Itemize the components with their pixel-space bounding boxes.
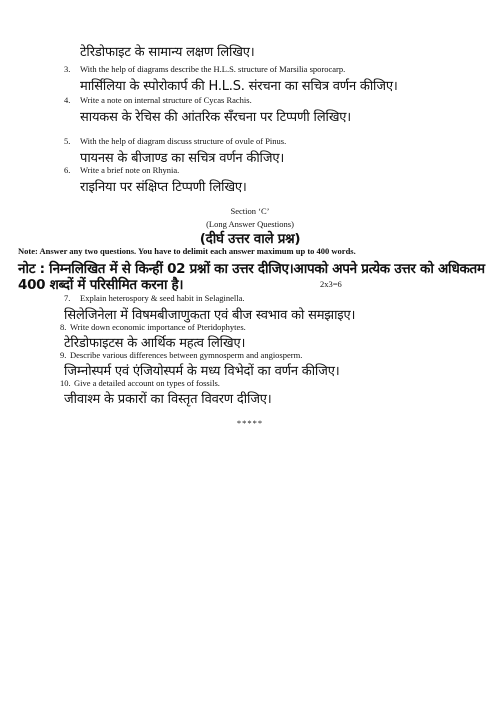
q10-hindi-text: जीवाश्म के प्रकारों का विस्तृत विवरण दीजिए। xyxy=(64,392,272,407)
q6-number: 6. xyxy=(64,165,71,175)
q4-english-text: Write a note on internal structure of Cycas Rachis. xyxy=(80,95,252,105)
section-c-title: Section ‘C’ xyxy=(230,206,270,216)
q10-number: 10. xyxy=(60,378,71,388)
q4-hindi-text: सायकस के रेचिस की आंतरिक सँरचना पर टिप्पणी लिखिए। xyxy=(80,110,351,125)
q9-english-text: Describe various differences between gymnosperm and angiosperm. xyxy=(70,350,303,360)
q6-english-text: Write a brief note on Rhynia. xyxy=(80,165,180,175)
q4-number: 4. xyxy=(64,95,71,105)
section-c-subtitle-hindi: (दीर्घ उत्तर वाले प्रश्न) xyxy=(199,231,301,247)
q9-number: 9. xyxy=(60,350,67,360)
note-hindi-line2: 400 शब्दों में परिसीमित करना है। xyxy=(18,277,184,293)
q8-hindi-text: टेरिडोफाइटस के आर्थिक महत्व लिखिए। xyxy=(64,336,246,351)
q5-hindi-text: पायनस के बीजाण्ड का सचित्र वर्णन कीजिए। xyxy=(80,151,285,166)
q2-hindi-text: टेरिडोफाइट के सामान्य लक्षण लिखिए। xyxy=(80,45,255,60)
q3-english-text: With the help of diagrams describe the H.L.S. structure of Marsilia sporocarp. xyxy=(80,64,346,74)
marks-scheme: 2x3=6 xyxy=(320,279,342,289)
note-english: Note: Answer any two questions. You have to delimit each answer maximum up to 400 words. xyxy=(18,246,356,256)
q5-english-text: With the help of diagram discuss structure of ovule of Pinus. xyxy=(80,136,287,146)
q9-hindi-text: जिम्नोस्पर्म एवं एंजियोस्पर्म के मध्य विभेदों का वर्णन कीजिए। xyxy=(64,364,340,379)
q3-number: 3. xyxy=(64,64,71,74)
q7-english-text: Explain heterospory & seed habit in Selaginella. xyxy=(80,293,245,303)
q7-number: 7. xyxy=(64,293,71,303)
q7-hindi-text: सिलेजिनेला में विषमबीजाणुकता एवं बीज स्वभाव को समझाइए। xyxy=(64,308,356,323)
q3-hindi-text: मार्सिलिया के स्पोरोकार्प की H.L.S. संरचना का सचित्र वर्णन कीजिए। xyxy=(80,79,398,94)
q8-number: 8. xyxy=(60,322,67,332)
q5-number: 5. xyxy=(64,136,71,146)
q6-hindi-text: राइनिया पर संक्षिप्त टिप्पणी लिखिए। xyxy=(80,180,247,195)
end-of-paper-mark: ***** xyxy=(236,418,264,428)
q10-english-text: Give a detailed account on types of fossils. xyxy=(74,378,220,388)
q8-english-text: Write down economic importance of Pteridophytes. xyxy=(70,322,246,332)
note-hindi-line1: नोट : निम्नलिखित में से किन्हीं 02 प्रश्नों का उत्तर दीजिए।आपको अपने प्रत्येक उत्तर को अधिकतम xyxy=(18,261,485,277)
section-c-subtitle: (Long Answer Questions) xyxy=(206,219,294,229)
